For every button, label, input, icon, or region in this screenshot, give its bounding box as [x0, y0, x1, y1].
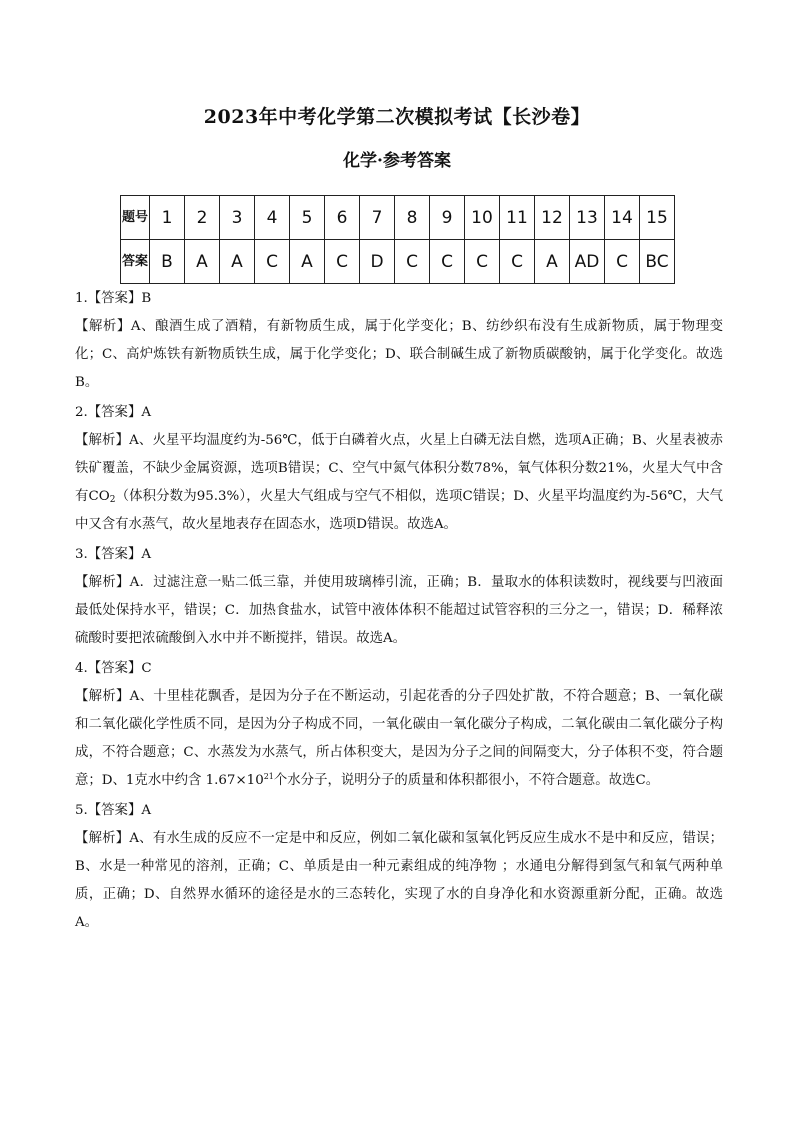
- answer-line: 2.【答案】A: [75, 405, 152, 420]
- question-block: [75, 285, 723, 397]
- question-number-row: [121, 196, 675, 240]
- answer-cell: D: [360, 240, 395, 284]
- answer-cell: B: [150, 240, 185, 284]
- answer-cell: C: [255, 240, 290, 284]
- question-number-cell: 10: [465, 196, 500, 240]
- question-number-cell: 9: [430, 196, 465, 240]
- answer-row: [121, 240, 675, 284]
- answer-cell: C: [395, 240, 430, 284]
- answer-cell: AD: [570, 240, 605, 284]
- question-number-cell: 7: [360, 196, 395, 240]
- analysis-text-part: （体积分数为95.3%），火星大气组成与空气不相似，选项C错误；D、火星平均温度约为-56℃，大气中又含有水蒸气，故火星地表存在固态水，选项D错误。故选A。: [75, 489, 723, 532]
- question-number-cell: 12: [535, 196, 570, 240]
- question-number-cell: 2: [185, 196, 220, 240]
- analysis-text-part: 【解析】A、火星平均温度约为-56℃，低于白磷着火点，火星上白磷无法自燃，选项A正确；B、火星表被赤铁矿覆盖，不缺少金属资源，选项B错误；C、空气中氮气体积分数78%，氧气体积分数21%，火星大气中含有CO: [75, 433, 723, 504]
- question-number-cell: 6: [325, 196, 360, 240]
- analysis-text-part: 【解析】A、十里桂花飘香，是因为分子在不断运动，引起花香的分子四处扩散，不符合题意；B、一氧化碳和二氧化碳化学性质不同，是因为分子构成不同，一氧化碳由一氧化碳分子构成，二氧化碳由二氧化碳分子构成，不符合题意；C、水蒸发为水蒸气，所占体积变大，是因为分子之间的间隔变大，分子体积不变，符合题意；D、1克水中约含 1.67×10: [75, 689, 723, 788]
- question-number-cell: 8: [395, 196, 430, 240]
- row-header-answer: 答案: [121, 240, 150, 284]
- question-block: [75, 797, 723, 937]
- answer-cell: A: [220, 240, 255, 284]
- question-block: [75, 399, 723, 539]
- question-block: [75, 541, 723, 653]
- answer-analysis-section: [75, 283, 723, 937]
- analysis-text-part: 个水分子，说明分子的质量和体积都很小，不符合题意。故选C。: [273, 773, 660, 788]
- answer-cell: A: [185, 240, 220, 284]
- answer-table: [120, 195, 675, 284]
- answer-cell: A: [535, 240, 570, 284]
- question-number-cell: 15: [640, 196, 675, 240]
- answer-cell: BC: [640, 240, 675, 284]
- answer-cell: C: [605, 240, 640, 284]
- answer-cell: C: [500, 240, 535, 284]
- answer-cell: C: [430, 240, 465, 284]
- analysis-text: [75, 427, 723, 539]
- question-number-cell: 14: [605, 196, 640, 240]
- page-title: 2023年中考化学第二次模拟考试【长沙卷】: [203, 106, 591, 128]
- answer-cell: C: [325, 240, 360, 284]
- analysis-text: [75, 683, 723, 795]
- subscript: 2: [109, 495, 116, 505]
- analysis-text: 【解析】A、有水生成的反应不一定是中和反应，例如二氧化碳和氢氧化钙反应生成水不是中和反应，错误；B、水是一种常见的溶剂，正确；C、单质是由一种元素组成的纯净物 ；水通电分解得到氢气和氧气两种单质，正确；D、自然界水循环的途径是水的三态转化，实现了水的自身净化和水资源重新分配，正确。故选A。: [75, 831, 723, 930]
- analysis-text: 【解析】A．过滤注意一贴二低三靠，并使用玻璃棒引流，正确；B．量取水的体积读数时，视线要与凹液面最低处保持水平，错误；C．加热食盐水，试管中液体体积不能超过试管容积的三分之一，错误；D．稀释浓硫酸时要把浓硫酸倒入水中并不断搅拌，错误。故选A。: [75, 575, 723, 646]
- row-header-question-number: 题号: [121, 196, 150, 240]
- answer-cell: A: [290, 240, 325, 284]
- question-number-cell: 3: [220, 196, 255, 240]
- question-number-cell: 13: [570, 196, 605, 240]
- question-number-cell: 5: [290, 196, 325, 240]
- analysis-text: 【解析】A、酿酒生成了酒精，有新物质生成，属于化学变化；B、纺纱织布没有生成新物质，属于物理变化；C、高炉炼铁有新物质铁生成，属于化学变化；D、联合制碱生成了新物质碳酸钠，属于化学变化。故选B。: [75, 319, 723, 390]
- superscript: 21: [263, 772, 274, 781]
- answer-cell: C: [465, 240, 500, 284]
- answer-line: 3.【答案】A: [75, 547, 152, 562]
- question-number-cell: 4: [255, 196, 290, 240]
- question-block: [75, 655, 723, 795]
- question-number-cell: 1: [150, 196, 185, 240]
- question-number-cell: 11: [500, 196, 535, 240]
- page-subtitle: 化学·参考答案: [343, 151, 451, 171]
- answer-line: 1.【答案】B: [75, 291, 152, 306]
- answer-line: 5.【答案】A: [75, 803, 152, 818]
- answer-line: 4.【答案】C: [75, 661, 152, 676]
